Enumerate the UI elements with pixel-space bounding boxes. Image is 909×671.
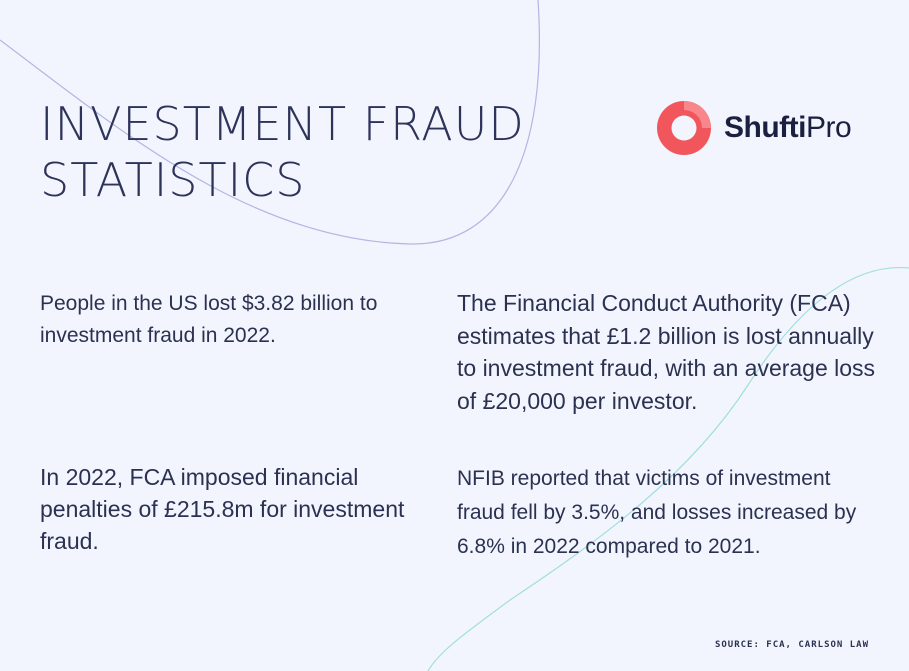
stat-fca-estimate: The Financial Conduct Authority (FCA) estimates that £1.2 billion is lost annually to investment fraud, with an average loss of £20,000 per investor. [457, 290, 876, 414]
source-citation: SOURCE: FCA, CARLSON LAW [714, 640, 869, 650]
shufti-pro-logo [656, 98, 851, 158]
logo-wordmark-bold: Shufti [724, 111, 806, 144]
shufti-pro-logo-icon [656, 100, 712, 156]
title-line-2: STATISTICS [40, 153, 306, 207]
logo-wordmark-normal: Pro [805, 111, 852, 144]
logo-wordmark [724, 111, 851, 145]
page-title [40, 96, 560, 208]
title-line-1: INVESTMENT FRAUD [40, 97, 525, 151]
stat-us-losses: People in the US lost $3.82 billion to investment fraud in 2022. [40, 292, 378, 347]
stat-nfib-report: NFIB reported that victims of investment fraud fell by 3.5%, and losses increased by 6.8% in 2022 compared to 2021. [457, 467, 857, 558]
stat-fca-penalties: In 2022, FCA imposed financial penalties of £215.8m for investment fraud. [40, 464, 405, 554]
